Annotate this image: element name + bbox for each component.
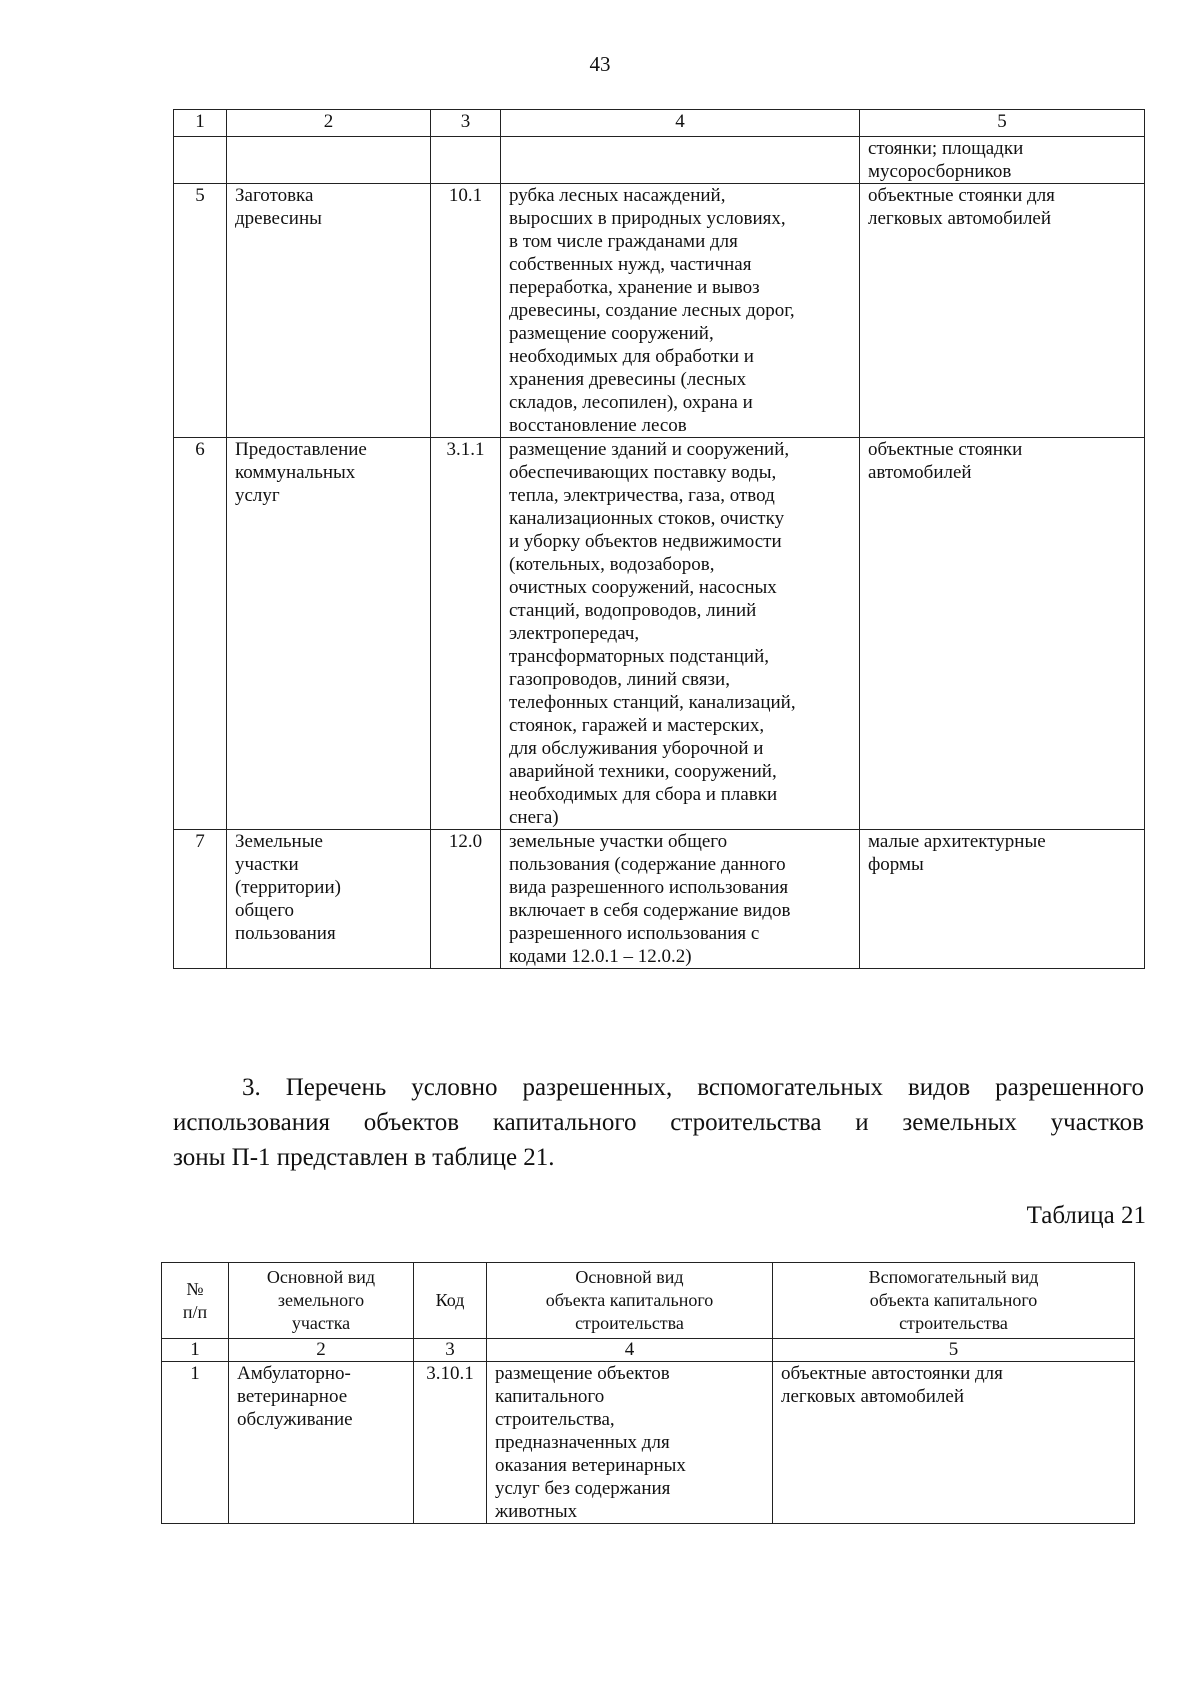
text-line: размещение сооружений, — [509, 323, 714, 344]
auxiliary-cell — [860, 184, 1145, 438]
table-21 — [161, 1262, 1135, 1524]
text-line: рубка лесных насаждений, — [509, 185, 726, 206]
text-line: станций, водопроводов, линий — [509, 600, 757, 621]
text-line: Земельные — [235, 831, 323, 852]
table-row — [174, 830, 1145, 969]
text-line: строительства — [899, 1313, 1008, 1333]
text-line: трансформаторных подстанций, — [509, 646, 770, 667]
use-type-cell — [227, 184, 431, 438]
text-line: и уборку объектов недвижимости — [509, 531, 782, 552]
text-line: размещение объектов — [495, 1363, 670, 1384]
description-cell — [501, 184, 860, 438]
text-line: переработка, хранение и вывоз — [509, 277, 760, 298]
text-line: участка — [291, 1313, 351, 1333]
table-row — [174, 438, 1145, 830]
text-line: телефонных станций, канализаций, — [509, 692, 796, 713]
text-line: необходимых для сбора и плавки — [509, 784, 778, 805]
text-line: объектные автостоянки для — [781, 1363, 1003, 1384]
text-line: канализационных стоков, очистку — [509, 508, 785, 529]
row-number: 1 — [162, 1362, 229, 1524]
text-line: легковых автомобилей — [868, 208, 1052, 229]
text-line: п/п — [182, 1301, 208, 1322]
text-line: капитального — [495, 1386, 605, 1407]
col-number-1: 1 — [174, 110, 227, 137]
text-line: объекта капитального — [869, 1290, 1038, 1310]
text-line: ветеринарное — [237, 1386, 348, 1407]
text-line: восстановление лесов — [509, 415, 687, 436]
text-line: стоянок, гаражей и мастерских, — [509, 715, 765, 736]
table-row — [174, 184, 1145, 438]
text-line: № — [186, 1278, 204, 1299]
page-number: 43 — [589, 52, 611, 76]
header-main-object — [487, 1263, 773, 1339]
header-land-type — [229, 1263, 414, 1339]
text-line: в том числе гражданами для — [509, 231, 738, 252]
text-line: коммунальных — [235, 462, 356, 483]
text-line: малые архитектурные — [868, 831, 1046, 852]
text-line: земельные участки общего — [509, 831, 728, 852]
text-line: объектные стоянки для — [868, 185, 1055, 206]
text-line: услуг без содержания — [495, 1478, 671, 1499]
text-line: газопроводов, линий связи, — [509, 669, 730, 690]
table-row — [162, 1362, 1135, 1524]
header-num — [162, 1263, 229, 1339]
text-line: пользования (содержание данного — [509, 854, 786, 875]
row-number: 6 — [174, 438, 227, 830]
text-line: животных — [495, 1501, 578, 1522]
text-line: Амбулаторно- — [237, 1363, 351, 1384]
use-type-cell — [229, 1362, 414, 1524]
col-number-2: 2 — [227, 110, 431, 137]
text-line: обеспечивающих поставку воды, — [509, 462, 777, 483]
text-line: необходимых для обработки и — [509, 346, 754, 367]
text-line: обслуживание — [237, 1409, 353, 1430]
text-line: услуг — [235, 485, 280, 506]
code-cell: 12.0 — [431, 830, 501, 969]
paragraph-line: 3. Перечень условно разрешенных, вспомогательных видов разрешенного — [242, 1074, 1144, 1101]
text-line: общего — [235, 900, 295, 921]
text-line: кодами 12.0.1 – 12.0.2) — [509, 946, 692, 967]
text-line: Основной вид — [575, 1267, 684, 1287]
col-number-3: 3 — [414, 1339, 487, 1362]
text-line: Предоставление — [235, 439, 367, 460]
text-line: предназначенных для — [495, 1432, 670, 1453]
description-cell — [487, 1362, 773, 1524]
auxiliary-cell — [860, 137, 1145, 184]
col-number-5: 5 — [773, 1339, 1135, 1362]
text-line: стоянки; площадки — [868, 138, 1024, 159]
text-line: (котельных, водозаборов, — [509, 554, 715, 575]
col-number-2: 2 — [229, 1339, 414, 1362]
section-paragraph — [173, 1070, 1144, 1175]
col-number-4: 4 — [501, 110, 860, 137]
code-cell: 3.1.1 — [431, 438, 501, 830]
text-line: размещение зданий и сооружений, — [509, 439, 790, 460]
auxiliary-cell — [860, 438, 1145, 830]
text-line: (территории) — [235, 877, 341, 898]
text-line: формы — [868, 854, 924, 875]
text-line: древесины — [235, 208, 322, 229]
text-line: Заготовка — [235, 185, 314, 206]
paragraph-line: зоны П-1 представлен в таблице 21. — [173, 1144, 555, 1171]
text-line: пользования — [235, 923, 336, 944]
description-cell — [501, 830, 860, 969]
col-number-5: 5 — [860, 110, 1145, 137]
table-header-row — [162, 1263, 1135, 1339]
text-line: электропередач, — [509, 623, 640, 644]
text-line: участки — [235, 854, 299, 875]
text-line: тепла, электричества, газа, отвод — [509, 485, 775, 506]
text-line: собственных нужд, частичная — [509, 254, 752, 275]
column-number-row — [174, 110, 1145, 137]
col-number-3: 3 — [431, 110, 501, 137]
text-line: складов, лесопилен), охрана и — [509, 392, 753, 413]
paragraph-line: использования объектов капитального строительства и земельных участков — [173, 1109, 1144, 1136]
header-aux-object — [773, 1263, 1135, 1339]
text-line: строительства, — [495, 1409, 615, 1430]
text-line: выросших в природных условиях, — [509, 208, 786, 229]
empty-cell — [501, 137, 860, 184]
text-line: Вспомогательный вид — [868, 1267, 1039, 1287]
column-number-row — [162, 1339, 1135, 1362]
text-line: разрешенного использования с — [509, 923, 760, 944]
auxiliary-cell — [860, 830, 1145, 969]
text-line: снега) — [509, 807, 559, 828]
empty-cell — [227, 137, 431, 184]
text-line: очистных сооружений, насосных — [509, 577, 777, 598]
text-line: хранения древесины (лесных — [509, 369, 747, 390]
empty-cell — [174, 137, 227, 184]
text-line: строительства — [575, 1313, 684, 1333]
row-number: 7 — [174, 830, 227, 969]
text-line: земельного — [277, 1290, 365, 1310]
col-number-4: 4 — [487, 1339, 773, 1362]
text-line: объекта капитального — [545, 1290, 714, 1310]
text-line: аварийной техники, сооружений, — [509, 761, 777, 782]
land-use-table-continued — [173, 109, 1145, 969]
empty-cell — [431, 137, 501, 184]
text-line: объектные стоянки — [868, 439, 1023, 460]
text-line: включает в себя содержание видов — [509, 900, 791, 921]
use-type-cell — [227, 830, 431, 969]
text-line: вида разрешенного использования — [509, 877, 789, 898]
code-cell: 10.1 — [431, 184, 501, 438]
text-line: автомобилей — [868, 462, 972, 483]
continuation-row — [174, 137, 1145, 184]
text-line: мусоросборников — [868, 161, 1012, 182]
code-cell: 3.10.1 — [414, 1362, 487, 1524]
description-cell — [501, 438, 860, 830]
row-number: 5 — [174, 184, 227, 438]
table-caption: Таблица 21 — [1026, 1202, 1146, 1229]
text-line: древесины, создание лесных дорог, — [509, 300, 795, 321]
text-line: Основной вид — [266, 1267, 376, 1287]
use-type-cell — [227, 438, 431, 830]
auxiliary-cell — [773, 1362, 1135, 1524]
text-line: легковых автомобилей — [781, 1386, 965, 1407]
text-line: для обслуживания уборочной и — [509, 738, 764, 759]
col-number-1: 1 — [162, 1339, 229, 1362]
header-code: Код — [414, 1263, 487, 1339]
text-line: оказания ветеринарных — [495, 1455, 686, 1476]
